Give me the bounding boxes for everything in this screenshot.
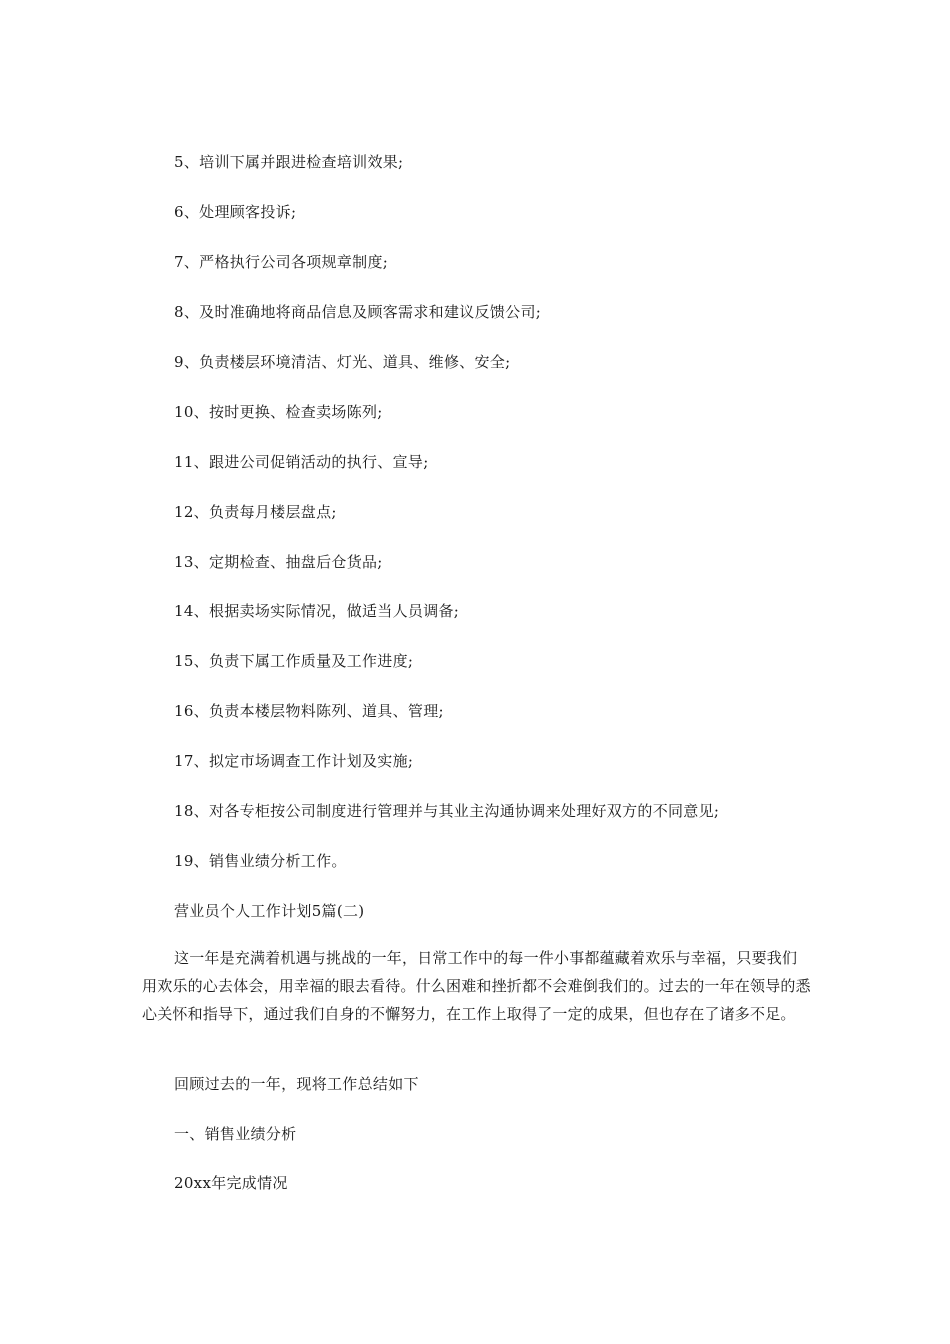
list-item: 14、根据卖场实际情况，做适当人员调备; [174, 602, 460, 620]
list-item: 10、按时更换、检查卖场陈列; [174, 403, 383, 421]
review-line: 回顾过去的一年，现将工作总结如下 [174, 1075, 419, 1093]
list-item: 9、负责楼层环境清洁、灯光、道具、维修、安全; [174, 353, 511, 371]
subheading-completion: 20xx年完成情况 [174, 1174, 288, 1192]
section-title: 营业员个人工作计划5篇(二) [174, 902, 365, 920]
paragraph-text: 这一年是充满着机遇与挑战的一年，日常工作中的每一件小事都蕴藏着欢乐与幸福，只要我们用欢乐的心去体会，用幸福的眼去看待。什么困难和挫折都不会难倒我们的。过去的一年在领导的悉心关怀和指导下，通过我们自身的不懈努力，在工作上取得了一定的成果，但也存在了诸多不足。 [142, 949, 811, 1023]
body-paragraph [142, 944, 812, 1028]
list-item: 17、拟定市场调查工作计划及实施; [174, 752, 414, 770]
list-item: 15、负责下属工作质量及工作进度; [174, 652, 414, 670]
list-item: 8、及时准确地将商品信息及顾客需求和建议反馈公司; [174, 303, 542, 321]
list-item: 13、定期检查、抽盘后仓货品; [174, 553, 383, 571]
list-item: 6、处理顾客投诉; [174, 203, 297, 221]
list-item: 5、培训下属并跟进检查培训效果; [174, 153, 404, 171]
list-item: 7、严格执行公司各项规章制度; [174, 253, 389, 271]
list-item: 12、负责每月楼层盘点; [174, 503, 337, 521]
list-item: 18、对各专柜按公司制度进行管理并与其业主沟通协调来处理好双方的不同意见; [174, 802, 720, 820]
list-item: 19、销售业绩分析工作。 [174, 852, 347, 870]
list-item: 16、负责本楼层物料陈列、道具、管理; [174, 702, 444, 720]
heading-sales-analysis: 一、销售业绩分析 [174, 1125, 297, 1143]
list-item: 11、跟进公司促销活动的执行、宣导; [174, 453, 429, 471]
